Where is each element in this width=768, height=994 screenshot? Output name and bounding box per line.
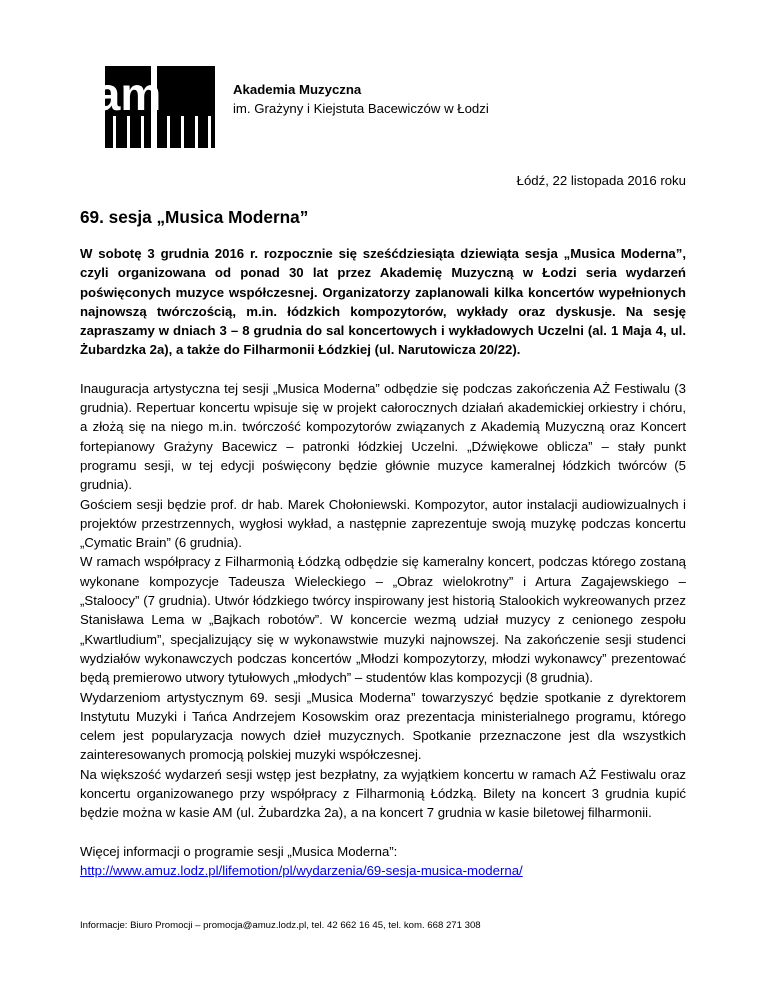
paragraph: Na większość wydarzeń sesji wstęp jest bezpłatny, za wyjątkiem koncertu w ramach AŻ Festiwalu oraz koncertu organizowanego przy współpracy z Filharmonią Łódzką. Bilety na koncert 3 grudnia kupić będzie można w kasie AM (ul. Żubardzka 2a), a na koncert 7 grudnia w kasie biletowej filharmonii. xyxy=(80,766,686,821)
contact-footer: Informacje: Biuro Promocji – promocja@amuz.lodz.pl, tel. 42 662 16 45, tel. kom. 668 271 308 xyxy=(80,920,481,931)
paragraph: W ramach współpracy z Filharmonią Łódzką odbędzie się kameralny koncert, podczas którego zostaną wykonane kompozycje Tadeusza Wieleckiego – „Obraz wielokrotny” i Artura Zagajewskiego – „Staloocy” (7 grudnia). Utwór łódzkiego twórcy inspirowany jest historią Stalookich wykreowanych przez Stanisława Lema w „Bajkach robotów”. W koncercie wezmą udział muzycy z cenionego zespołu „Kwartludium”, specjalizujący się w wykonawstwie muzyki najnowszej. Na zakończenie sesji studenci wydziałów wykonawczych podczas koncertów „Młodzi kompozytorzy, młodzi wykonawcy” prezentować będą premierowo utwory tytułowych „młodych” – studentów klas kompozycji (8 grudnia). xyxy=(80,554,686,686)
paragraph: Inauguracja artystyczna tej sesji „Musica Moderna” odbędzie się podczas zakończenia AŻ Festiwalu (3 grudnia). Repertuar koncertu wpisuje się w projekt całorocznych działań akademickiej orkiestry i chóru, a złożą się na niego m.in. twórczość kompozytorów związanych z Akademią Muzyczną oraz Koncert fortepianowy Grażyny Bacewicz – patronki łódzkiej Uczelni. „Dźwiękowe oblicza” – stały punkt programu sesji, w tej edycji poświęcony będzie głównie muzyce kameralnej łódzkich twórców (5 grudnia). xyxy=(80,380,686,493)
organization-name: Akademia Muzyczna xyxy=(233,82,362,97)
organization-name-block xyxy=(233,80,489,118)
logo-lettering: am xyxy=(94,68,162,120)
document-date: Łódź, 22 listopada 2016 roku xyxy=(516,173,686,188)
paragraph: Wydarzeniom artystycznym 69. sesji „Musica Moderna” towarzyszyć będzie spotkanie z dyrektorem Instytutu Muzyki i Tańca Andrzejem Kosowskim oraz prezentacja ministerialnego programu, którego celem jest popularyzacja nowych dzieł muzycznych. Spotkanie przeznaczone jest dla wszystkich zainteresowanych promocją polskiej muzyki współczesnej. xyxy=(80,689,686,763)
lead-paragraph: W sobotę 3 grudnia 2016 r. rozpocznie się sześćdziesiąta dziewiąta sesja „Musica Moderna”, czyli organizowana od ponad 30 lat przez Akademię Muzyczną w Łodzi seria wydarzeń poświęconych muzyce współczesnej. Organizatorzy zaplanowali kilka koncertów wypełnionych najnowszą twórczością, m.in. łódzkich kompozytorów, wykłady oraz dyskusje. Na sesję zapraszamy w dniach 3 – 8 grudnia do sal koncertowych i wykładowych Uczelni (al. 1 Maja 4, ul. Żubardzka 2a), a także do Filharmonii Łódzkiej (ul. Narutowicza 20/22). xyxy=(80,246,686,358)
academy-logo xyxy=(94,66,215,148)
document-title: 69. sesja „Musica Moderna” xyxy=(80,207,309,227)
body-text xyxy=(80,379,686,823)
more-info-link[interactable]: http://www.amuz.lodz.pl/lifemotion/pl/wydarzenia/69-sesja-musica-moderna/ xyxy=(80,862,523,878)
organization-subtitle: im. Grażyny i Kiejstuta Bacewiczów w Łodzi xyxy=(233,101,489,116)
document-body xyxy=(80,200,686,880)
more-info xyxy=(80,842,686,881)
more-info-label: Więcej informacji o programie sesji „Musica Moderna”: xyxy=(80,843,398,859)
paragraph: Gościem sesji będzie prof. dr hab. Marek Chołoniewski. Kompozytor, autor instalacji audiowizualnych i projektów przestrzennych, wygłosi wykład, a następnie zaprezentuje swoją muzykę podczas koncertu „Cymatic Brain” (6 grudnia). xyxy=(80,496,686,551)
